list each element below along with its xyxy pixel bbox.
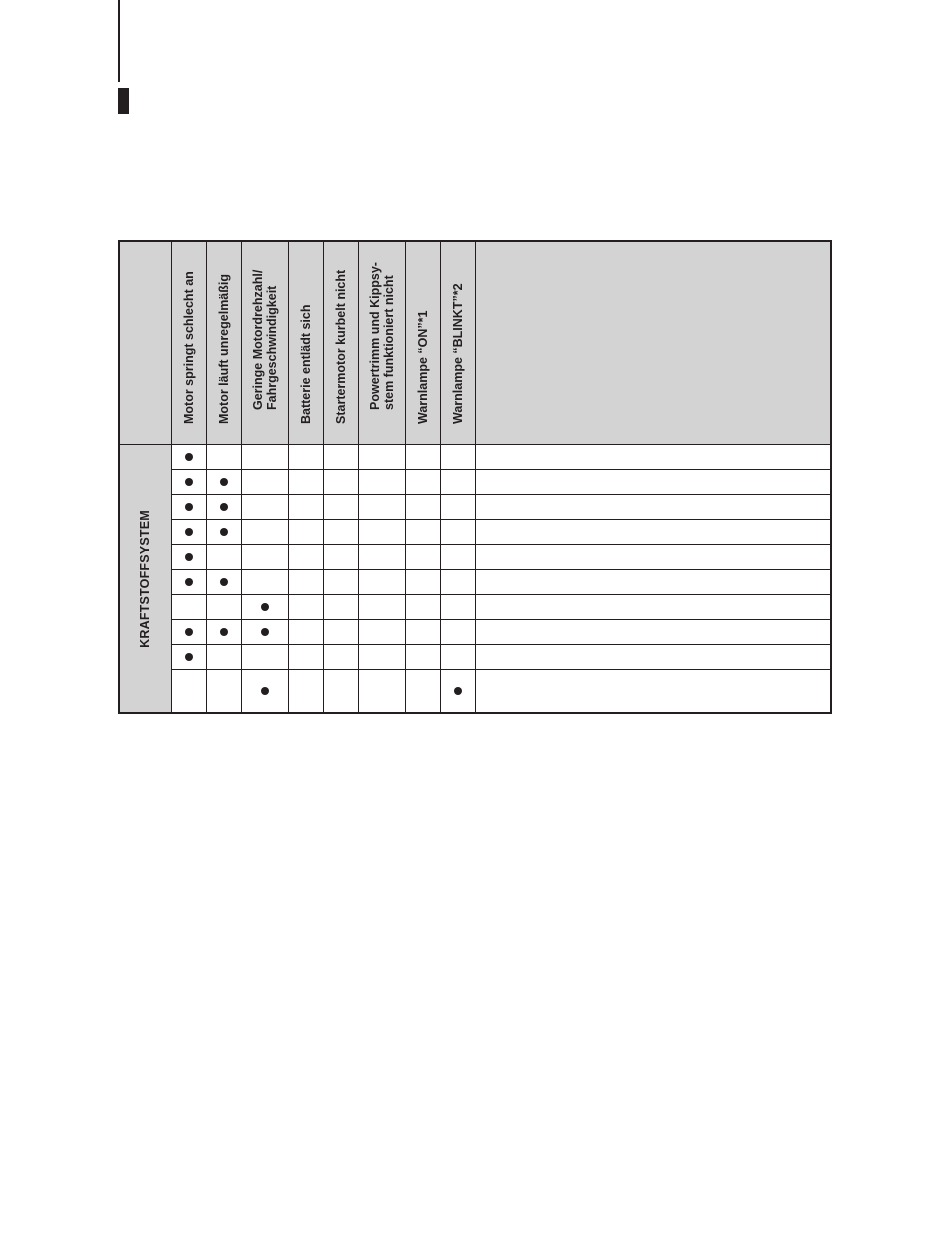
symptom-cell [241,595,288,620]
bullet-icon [220,478,228,486]
symptom-cell [206,445,241,470]
col-header [171,241,206,445]
symptom-cell [171,620,206,645]
symptom-cell [358,445,405,470]
bullet-icon [220,528,228,536]
symptom-cell [241,445,288,470]
col-label: Powertrimm und Kippsy- stem funktioniert nicht [367,262,396,410]
symptom-cell [288,520,323,545]
bullet-icon [220,578,228,586]
symptom-cell [440,520,475,545]
col-header [358,241,405,445]
section-cell [119,445,171,714]
section-label: KRAFTSTOFFSYSTEM [138,509,153,648]
symptom-cell [440,595,475,620]
symptom-cell [171,470,206,495]
symptom-cell [405,645,440,670]
remedy-header [475,241,831,445]
symptom-cell [323,645,358,670]
col-label: Warnlampe “ON”*1 [415,310,430,424]
symptom-cell [323,445,358,470]
symptom-cell [171,670,206,714]
remedy-cell [475,520,831,545]
remedy-cell [475,670,831,714]
symptom-cell [206,545,241,570]
symptom-cell [288,570,323,595]
table-row [119,445,831,470]
symptom-cell [206,645,241,670]
symptom-cell [440,470,475,495]
remedy-cell [475,545,831,570]
col-label: Motor läuft unregelmäßig [216,274,231,424]
col-label: Motor springt schlecht an [181,271,196,424]
table-row [119,570,831,595]
remedy-cell [475,495,831,520]
bullet-icon [185,653,193,661]
symptom-cell [405,470,440,495]
symptom-cell [323,670,358,714]
symptom-cell [358,495,405,520]
header-row [119,241,831,445]
symptom-cell [358,670,405,714]
symptom-cell [405,620,440,645]
col-label: Geringe Motordrehzahl/ Fahrgeschwindigkeit [250,269,279,410]
symptom-cell [171,645,206,670]
troubleshooting-table [118,240,832,714]
remedy-cell [475,595,831,620]
remedy-cell [475,470,831,495]
corner-cell [119,241,171,445]
symptom-cell [288,670,323,714]
symptom-cell [358,545,405,570]
symptom-cell [405,570,440,595]
symptom-cell [206,570,241,595]
bullet-icon [220,503,228,511]
symptom-cell [323,470,358,495]
symptom-cell [288,445,323,470]
col-header [206,241,241,445]
bullet-icon [185,453,193,461]
bullet-icon [185,528,193,536]
symptom-cell [206,495,241,520]
table-row [119,645,831,670]
symptom-cell [241,570,288,595]
col-label: Warnlampe “BLINKT”*2 [450,283,465,424]
symptom-cell [405,545,440,570]
symptom-cell [241,645,288,670]
remedy-cell [475,570,831,595]
symptom-cell [440,570,475,595]
symptom-cell [323,495,358,520]
remedy-cell [475,445,831,470]
col-header [241,241,288,445]
symptom-cell [288,620,323,645]
symptom-cell [288,545,323,570]
bullet-icon [185,628,193,636]
col-header [440,241,475,445]
symptom-cell [288,470,323,495]
symptom-cell [405,495,440,520]
symptom-cell [206,620,241,645]
symptom-cell [241,470,288,495]
table-row [119,495,831,520]
remedy-cell [475,645,831,670]
symptom-cell [171,520,206,545]
symptom-cell [288,595,323,620]
symptom-cell [358,595,405,620]
symptom-cell [323,570,358,595]
symptom-cell [405,445,440,470]
symptom-cell [206,520,241,545]
col-header [405,241,440,445]
col-header [288,241,323,445]
symptom-cell [241,520,288,545]
table-row [119,470,831,495]
symptom-cell [288,645,323,670]
symptom-cell [358,570,405,595]
symptom-cell [323,595,358,620]
bullet-icon [261,687,269,695]
symptom-cell [323,520,358,545]
bullet-icon [220,628,228,636]
symptom-cell [171,495,206,520]
symptom-cell [440,545,475,570]
symptom-cell [241,545,288,570]
symptom-cell [323,620,358,645]
symptom-cell [171,570,206,595]
section-marker [118,88,129,114]
table-row [119,620,831,645]
symptom-cell [241,495,288,520]
symptom-cell [405,520,440,545]
bullet-icon [185,503,193,511]
symptom-cell [171,445,206,470]
symptom-cell [323,545,358,570]
col-label: Batterie entlädt sich [298,304,313,424]
bullet-icon [261,603,269,611]
symptom-cell [358,520,405,545]
symptom-cell [358,620,405,645]
symptom-cell [440,445,475,470]
bullet-icon [185,478,193,486]
bullet-icon [185,553,193,561]
symptom-cell [288,495,323,520]
symptom-cell [440,645,475,670]
col-label: Startermotor kurbelt nicht [333,269,348,424]
symptom-cell [440,670,475,714]
table-row [119,595,831,620]
table-row [119,520,831,545]
bullet-icon [185,578,193,586]
col-header [323,241,358,445]
symptom-cell [405,670,440,714]
symptom-cell [440,495,475,520]
symptom-cell [171,545,206,570]
table-row [119,670,831,714]
symptom-cell [206,595,241,620]
symptom-cell [405,595,440,620]
symptom-cell [358,645,405,670]
symptom-cell [358,470,405,495]
symptom-cell [241,670,288,714]
symptom-cell [171,595,206,620]
symptom-cell [206,470,241,495]
symptom-cell [440,620,475,645]
margin-rule [118,0,120,82]
remedy-cell [475,620,831,645]
table-row [119,545,831,570]
symptom-cell [241,620,288,645]
bullet-icon [454,687,462,695]
bullet-icon [261,628,269,636]
symptom-cell [206,670,241,714]
